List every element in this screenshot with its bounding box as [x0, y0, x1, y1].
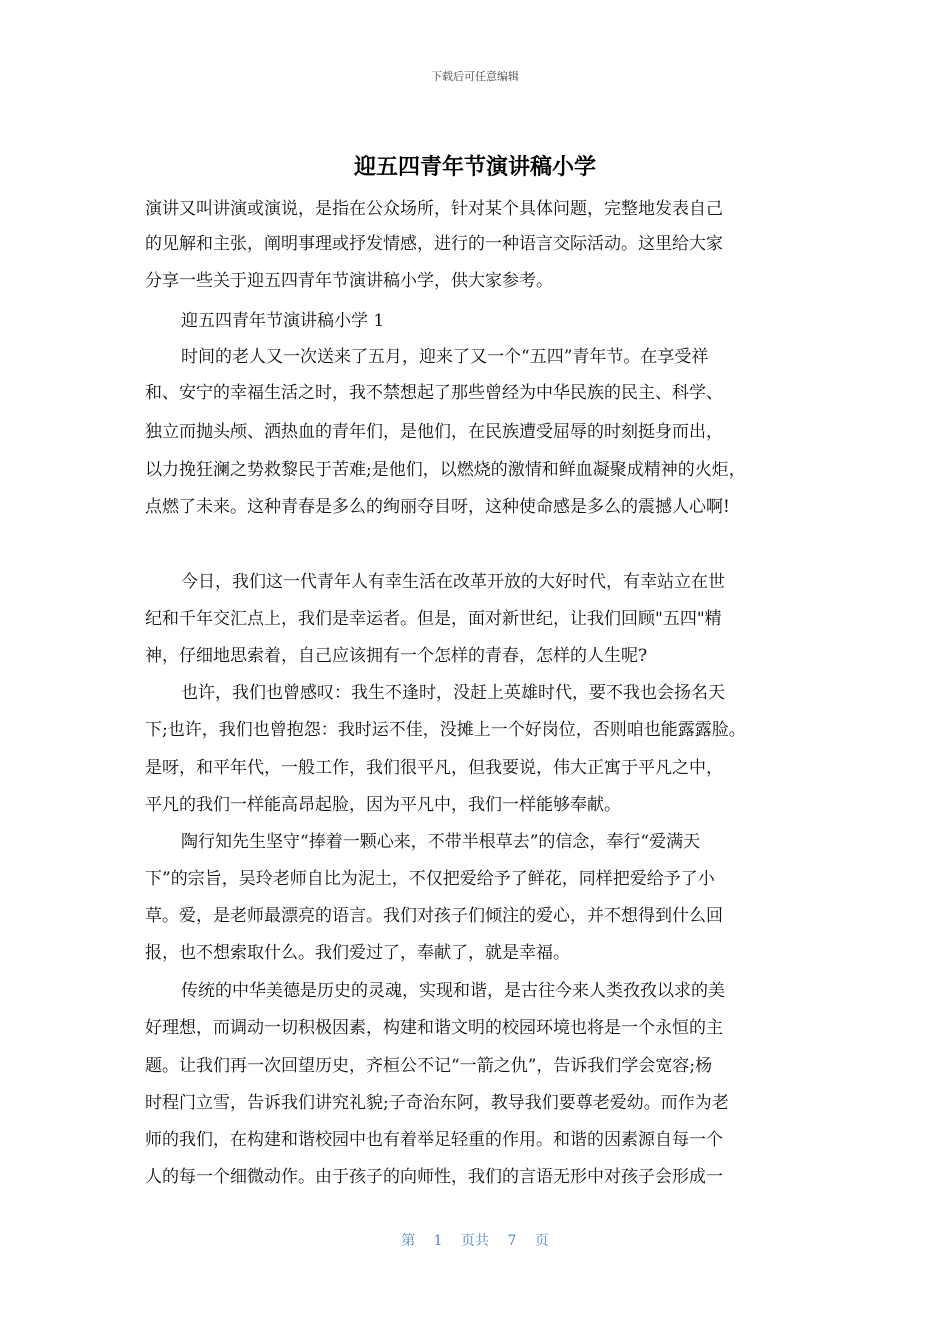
body-line: 时程门立雪，告诉我们讲究礼貌;子奇治东阿，教导我们要尊老爱幼。而作为老	[145, 1093, 729, 1113]
body-line: 点燃了未来。这种青春是多么的绚丽夺目呀，这种使命感是多么的震撼人心啊!	[145, 497, 730, 517]
body-line: 题。让我们再一次回望历史，齐桓公不记“一箭之仇”，告诉我们学会宽容;杨	[145, 1056, 713, 1076]
section-heading: 迎五四青年节演讲稿小学 1	[181, 311, 385, 331]
body-line: 纪和千年交汇点上，我们是幸运者。但是，面对新世纪，让我们回顾"五四"精	[145, 609, 722, 629]
body-line: 下”的宗旨，吴玲老师自比为泥土，不仅把爱给予了鲜花，同样把爱给予了小	[145, 869, 715, 889]
body-line: 独立而抛头颅、洒热血的青年们，是他们，在民族遭受屈辱的时刻挺身而出，	[145, 422, 723, 442]
body-line: 传统的中华美德是历史的灵魂，实现和谐，是古往今来人类孜孜以求的美	[181, 981, 725, 1001]
body-line: 的见解和主张，阐明事理或抒发情感，进行的一种语言交际活动。这里给大家	[145, 234, 723, 254]
page-footer: 第 1 页共 7 页	[401, 1233, 549, 1249]
body-line: 下;也许，我们也曾抱怨：我时运不佳，没摊上一个好岗位，否则咱也能露露脸。	[145, 720, 746, 740]
body-line: 时间的老人又一次送来了五月，迎来了又一个“五四”青年节。在享受祥	[181, 347, 709, 367]
body-line: 草。爱，是老师最漂亮的语言。我们对孩子们倾注的爱心，并不想得到什么回	[145, 906, 723, 926]
page-header: 下载后可任意编辑	[431, 70, 519, 83]
body-line: 人的每一个细微动作。由于孩子的向师性，我们的言语无形中对孩子会形成一	[145, 1167, 723, 1187]
body-line: 和、安宁的幸福生活之时，我不禁想起了那些曾经为中华民族的民主、科学、	[145, 383, 723, 403]
body-line: 演讲又叫讲演或演说，是指在公众场所，针对某个具体问题，完整地发表自己	[145, 199, 723, 219]
body-line: 好理想，而调动一切积极因素，构建和谐文明的校园环境也将是一个永恒的主	[145, 1018, 723, 1038]
body-line: 也许，我们也曾感叹：我生不逢时，没赶上英雄时代，要不我也会扬名天	[181, 683, 725, 703]
body-line: 分享一些关于迎五四青年节演讲稿小学，供大家参考。	[145, 271, 553, 291]
body-line: 陶行知先生坚守“捧着一颗心来，不带半根草去”的信念，奉行“爱满天	[181, 832, 701, 852]
body-line: 师的我们，在构建和谐校园中也有着举足轻重的作用。和谐的因素源自每一个	[145, 1130, 723, 1150]
body-line: 报，也不想索取什么。我们爱过了，奉献了，就是幸福。	[145, 943, 570, 963]
body-line: 今日，我们这一代青年人有幸生活在改革开放的大好时代，有幸站立在世	[181, 572, 725, 592]
page-title: 迎五四青年节演讲稿小学	[353, 155, 596, 180]
body-line: 神，仔细地思索着，自己应该拥有一个怎样的青春，怎样的人生呢?	[145, 646, 648, 666]
body-line: 以力挽狂澜之势救黎民于苦难;是他们，以燃烧的激情和鲜血凝聚成精神的火炬，	[145, 460, 746, 480]
body-line: 是呀，和平年代，一般工作，我们很平凡，但我要说，伟大正寓于平凡之中，	[145, 758, 723, 778]
body-line: 平凡的我们一样能高昂起脸，因为平凡中，我们一样能够奉献。	[145, 795, 621, 815]
